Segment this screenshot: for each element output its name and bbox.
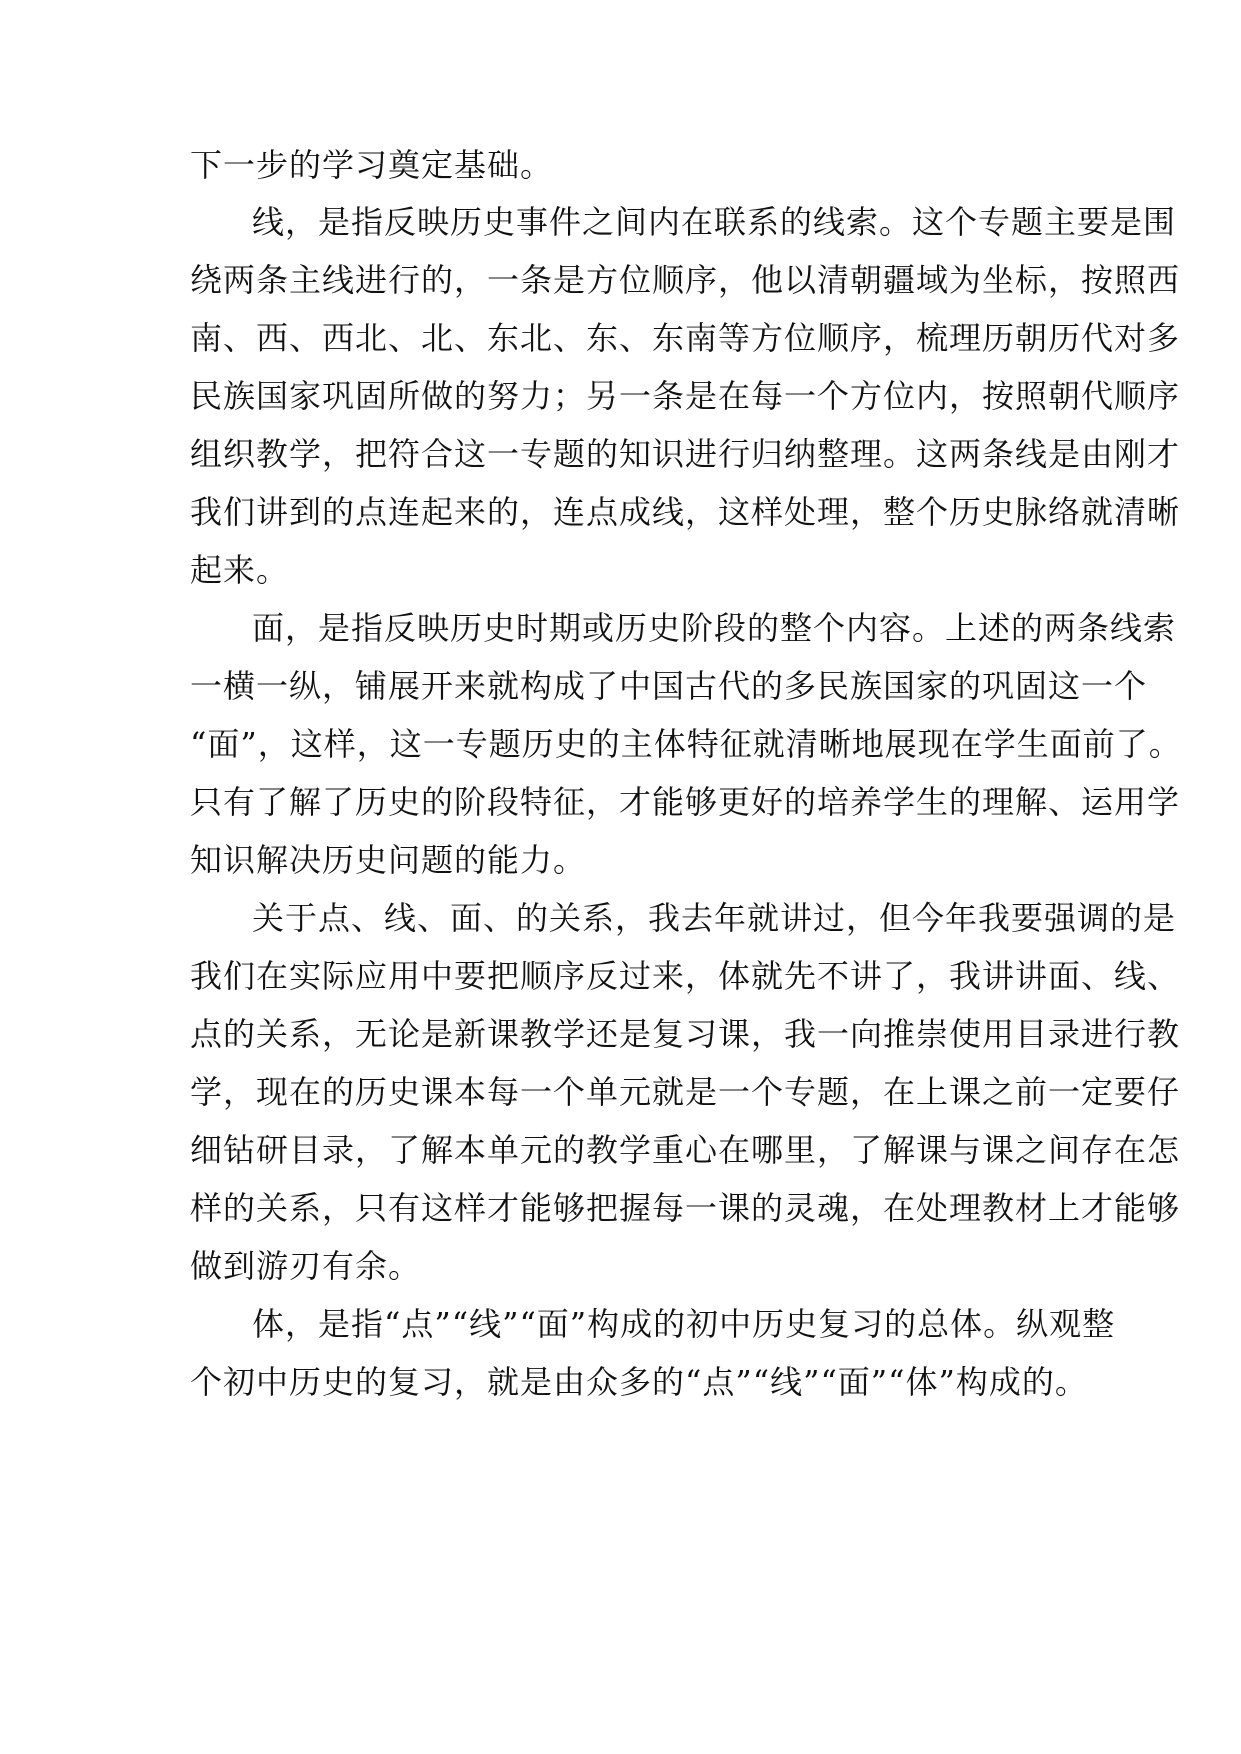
- text-line: 样的关系，只有这样才能够把握每一课的灵魂，在处理教材上才能够: [190, 1189, 1181, 1227]
- text-line: 起来。: [190, 551, 290, 589]
- text-line: 绕两条主线进行的，一条是方位顺序，他以清朝疆域为坐标，按照西: [190, 261, 1181, 299]
- text-line: 只有了解了历史的阶段特征，才能够更好的培养学生的理解、运用学: [190, 783, 1181, 821]
- text-line: 面，是指反映历史时期或历史阶段的整个内容。上述的两条线索: [252, 609, 1177, 647]
- text-line: 一横一纵，铺展开来就构成了中国古代的多民族国家的巩固这一个: [190, 667, 1148, 705]
- text-line: 学，现在的历史课本每一个单元就是一个专题，在上课之前一定要仔: [190, 1073, 1181, 1111]
- text-line: 个初中历史的复习，就是由众多的“点”“线”“面”“体”构成的。: [190, 1363, 1088, 1401]
- text-line: “面”，这样，这一专题历史的主体特征就清晰地展现在学生面前了。: [190, 725, 1182, 763]
- text-line: 下一步的学习奠定基础。: [190, 146, 554, 184]
- text-line: 民族国家巩固所做的努力；另一条是在每一个方位内，按照朝代顺序: [190, 377, 1181, 415]
- text-line: 细钻研目录，了解本单元的教学重心在哪里，了解课与课之间存在怎: [190, 1131, 1181, 1169]
- text-line: 南、西、西北、北、东北、东、东南等方位顺序，梳理历朝历代对多: [190, 319, 1181, 357]
- text-line: 点的关系，无论是新课教学还是复习课，我一向推崇使用目录进行教: [190, 1015, 1181, 1053]
- text-line: 线，是指反映历史事件之间内在联系的线索。这个专题主要是围: [252, 203, 1177, 241]
- text-line: 体，是指“点”“线”“面”构成的初中历史复习的总体。纵观整: [252, 1305, 1116, 1343]
- text-line: 知识解决历史问题的能力。: [190, 841, 587, 879]
- text-line: 做到游刃有余。: [190, 1247, 422, 1285]
- text-line: 组织教学，把符合这一专题的知识进行归纳整理。这两条线是由刚才: [190, 435, 1181, 473]
- text-line: 我们在实际应用中要把顺序反过来，体就先不讲了，我讲讲面、线、: [190, 957, 1181, 995]
- text-line: 我们讲到的点连起来的，连点成线，这样处理，整个历史脉络就清晰: [190, 493, 1181, 531]
- text-line: 关于点、线、面、的关系，我去年就讲过，但今年我要强调的是: [252, 899, 1177, 937]
